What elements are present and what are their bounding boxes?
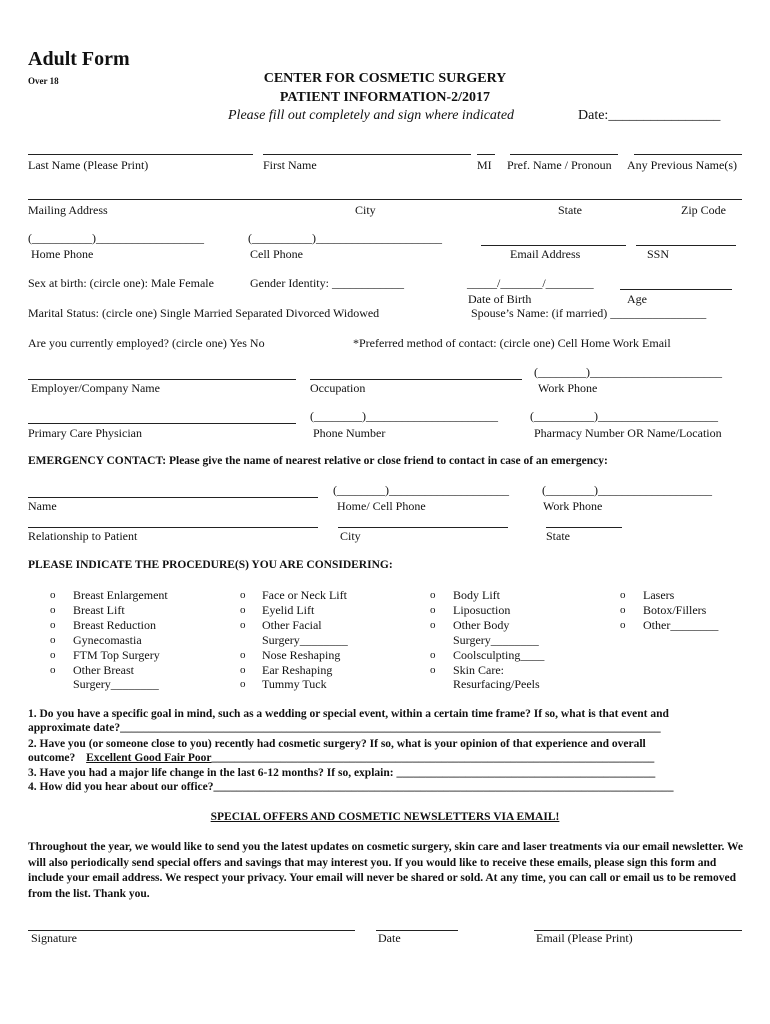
procedure-checkbox[interactable]: o — [620, 589, 626, 601]
emergency-heading — [28, 455, 608, 467]
offers-body: Throughout the year, we would like to send you the latest updates on cosmetic surgery, skin care and laser treatments via our email newsletter. We will also periodically send special offers and savings that may interest you. If you would like to receive these emails, please sign this form and include your email address. We respect your privacy. Your email will never be shared or sold. At any time, you can call or email us to be removed from the list. Thank you. — [28, 841, 744, 900]
procedure-checkbox[interactable]: o — [50, 618, 56, 631]
procedure-checkbox[interactable]: o — [240, 663, 246, 676]
pcp-line[interactable] — [28, 423, 296, 424]
outcome-line[interactable]: _____________________________________________________________________________ — [211, 752, 655, 764]
age-line[interactable] — [620, 289, 732, 290]
procedure-item[interactable]: FTM Top Surgery — [73, 647, 160, 662]
procedure-checkbox[interactable]: o — [430, 589, 436, 601]
procedure-item[interactable]: Botox/Fillers — [643, 602, 707, 617]
procedure-item[interactable]: Eyelid Lift — [262, 602, 315, 617]
date-field[interactable]: Date:________________ — [578, 108, 721, 123]
city-label: City — [355, 203, 376, 217]
procedure-checkbox[interactable]: o — [50, 603, 56, 616]
preferred-contact[interactable]: *Preferred method of contact: (circle one) Cell Home Work Email — [353, 336, 671, 350]
question-1-answer[interactable]: approximate date?______________________________________________________________________________________________ — [28, 722, 661, 734]
procedure-item[interactable]: Body Lift — [453, 588, 500, 602]
signature-label: Signature — [31, 931, 77, 945]
procedure-checkbox[interactable]: o — [50, 648, 56, 661]
signature-email-label: Email (Please Print) — [536, 931, 633, 945]
procedure-item[interactable]: Surgery________ — [73, 677, 159, 692]
outcome-options[interactable]: Excellent Good Fair Poor — [86, 752, 212, 764]
org-name: CENTER FOR COSMETIC SURGERY — [263, 71, 507, 86]
procedure-item[interactable]: Surgery________ — [262, 632, 348, 647]
procedure-checkbox[interactable]: o — [50, 633, 56, 646]
emergency-work-label: Work Phone — [543, 499, 603, 513]
question-3[interactable]: 3. Have you had a major life change in the last 6-12 months? If so, explain: _____________________________________________ — [28, 767, 656, 779]
form-subtitle: Over 18 — [28, 76, 59, 86]
employer-label: Employer/Company Name — [31, 381, 160, 395]
procedure-checkbox[interactable]: o — [430, 663, 436, 676]
question-2-answer[interactable] — [28, 752, 654, 764]
procedure-checkbox[interactable]: o — [50, 589, 56, 601]
pref-name-label: Pref. Name / Pronoun — [507, 158, 612, 172]
question-1: 1. Do you have a specific goal in mind, such as a wedding or special event, within a certain time frame? If so, what is that event and — [28, 708, 669, 720]
previous-name-label: Any Previous Name(s) — [627, 158, 737, 172]
address-line[interactable] — [28, 199, 742, 200]
signature-date-label: Date — [378, 931, 401, 945]
procedure-item[interactable]: Breast Reduction — [73, 617, 156, 632]
cell-phone-label: Cell Phone — [250, 247, 303, 261]
pcp-label: Primary Care Physician — [28, 426, 142, 440]
question-2: 2. Have you (or someone close to you) recently had cosmetic surgery? If so, what is your opinion of that experience and overall — [28, 738, 646, 750]
procedure-item[interactable]: Surgery________ — [453, 632, 539, 647]
mi-label: MI — [477, 158, 492, 172]
emergency-name-line[interactable] — [28, 497, 318, 498]
procedure-item[interactable]: Nose Reshaping — [262, 647, 341, 662]
procedure-item[interactable]: Tummy Tuck — [262, 677, 327, 692]
doc-title: PATIENT INFORMATION-2/2017 — [279, 90, 491, 105]
last-name-label: Last Name (Please Print) — [28, 158, 149, 172]
procedure-checkbox[interactable]: o — [240, 589, 246, 601]
last-name-line[interactable] — [28, 154, 253, 155]
relationship-label: Relationship to Patient — [28, 529, 138, 543]
emergency-city-line[interactable] — [338, 527, 508, 528]
age-label: Age — [627, 292, 647, 306]
dob-field[interactable]: _____/_______/________ — [467, 276, 594, 290]
procedure-item[interactable]: Breast Enlargement — [73, 588, 168, 602]
procedure-checkbox[interactable]: o — [50, 663, 56, 676]
outcome-label: outcome? — [28, 752, 76, 764]
procedure-item[interactable]: Lasers — [643, 588, 675, 602]
procedure-item[interactable]: Breast Lift — [73, 602, 125, 617]
form-title: Adult Form — [28, 48, 130, 70]
first-name-line[interactable] — [263, 154, 471, 155]
mi-line[interactable] — [477, 154, 495, 155]
procedure-item[interactable]: Liposuction — [453, 602, 511, 617]
procedure-checkbox[interactable]: o — [240, 603, 246, 616]
procedure-item[interactable]: Gynecomastia — [73, 632, 142, 647]
email-line[interactable] — [481, 245, 626, 246]
procedure-item[interactable]: Other Facial — [262, 617, 322, 632]
gender-identity[interactable]: Gender Identity: ____________ — [250, 276, 404, 290]
emergency-cell-field[interactable]: (________)____________________ — [333, 483, 509, 497]
emergency-state-label: State — [546, 529, 570, 543]
work-phone-label: Work Phone — [538, 381, 598, 395]
occupation-label: Occupation — [310, 381, 366, 395]
emergency-name-label: Name — [28, 499, 57, 513]
dob-label: Date of Birth — [468, 292, 532, 306]
pcp-phone-label: Phone Number — [313, 426, 386, 440]
email-label: Email Address — [510, 247, 581, 261]
procedure-item[interactable]: Resurfacing/Peels — [453, 677, 540, 692]
emergency-title: EMERGENCY CONTACT: — [28, 455, 167, 467]
procedure-item[interactable]: Other Breast — [73, 662, 134, 677]
employer-line[interactable] — [28, 379, 296, 380]
home-phone-field[interactable]: (__________)__________________ — [28, 231, 204, 245]
pharmacy-field[interactable]: (__________)____________________ — [530, 409, 718, 423]
first-name-label: First Name — [263, 158, 317, 172]
procedures-heading: PLEASE INDICATE THE PROCEDURE(S) YOU ARE CONSIDERING: — [28, 559, 393, 571]
spouse-name[interactable]: Spouse’s Name: (if married) ________________ — [471, 306, 707, 320]
marital-status[interactable]: Marital Status: (circle one) Single Married Separated Divorced Widowed — [28, 306, 380, 320]
previous-name-line[interactable] — [634, 154, 742, 155]
employed-question[interactable]: Are you currently employed? (circle one) Yes No — [28, 336, 265, 350]
procedure-checkbox[interactable]: o — [430, 648, 436, 661]
ssn-line[interactable] — [636, 245, 736, 246]
procedure-checkbox[interactable]: o — [620, 603, 626, 616]
pref-name-line[interactable] — [510, 154, 618, 155]
pharmacy-label: Pharmacy Number OR Name/Location — [534, 426, 722, 440]
emergency-cell-label: Home/ Cell Phone — [337, 499, 426, 513]
pcp-phone-field[interactable]: (________)______________________ — [310, 409, 498, 423]
procedure-item[interactable]: Skin Care: — [453, 662, 504, 677]
procedure-checkbox[interactable]: o — [240, 678, 246, 691]
procedure-checkbox[interactable]: o — [430, 603, 436, 616]
signature-line[interactable] — [28, 930, 355, 931]
instructions: Please fill out completely and sign where indicated — [228, 108, 515, 123]
procedure-item[interactable]: Face or Neck Lift — [262, 588, 347, 602]
ssn-label: SSN — [647, 247, 670, 261]
offers-heading: SPECIAL OFFERS AND COSMETIC NEWSLETTERS VIA EMAIL! — [210, 811, 560, 823]
home-phone-label: Home Phone — [31, 247, 94, 261]
procedure-checkbox[interactable]: o — [430, 618, 436, 631]
procedure-checkbox[interactable]: o — [240, 618, 246, 631]
zip-label: Zip Code — [681, 203, 726, 217]
procedure-item[interactable]: Ear Reshaping — [262, 662, 333, 677]
emergency-work-field[interactable]: (________)___________________ — [542, 483, 712, 497]
emergency-state-line[interactable] — [546, 527, 622, 528]
procedure-item[interactable]: Other________ — [643, 617, 719, 632]
procedure-item[interactable]: Other Body — [453, 617, 510, 632]
sex-at-birth[interactable]: Sex at birth: (circle one): Male Female — [28, 276, 214, 290]
address-label: Mailing Address — [28, 203, 108, 217]
relationship-line[interactable] — [28, 527, 318, 528]
cell-phone-field[interactable]: (__________)_____________________ — [248, 231, 442, 245]
emergency-city-label: City — [340, 529, 361, 543]
procedure-item[interactable]: Coolsculpting____ — [453, 647, 545, 662]
procedure-checkbox[interactable]: o — [240, 648, 246, 661]
procedure-checkbox[interactable]: o — [620, 618, 626, 631]
occupation-line[interactable] — [310, 379, 522, 380]
work-phone-field[interactable]: (________)______________________ — [534, 365, 722, 379]
state-label: State — [558, 203, 582, 217]
question-4[interactable]: 4. How did you hear about our office?________________________________________________________________________________ — [28, 781, 674, 793]
emergency-instructions: Please give the name of nearest relative or close friend to contact in case of an emergency: — [166, 455, 608, 467]
